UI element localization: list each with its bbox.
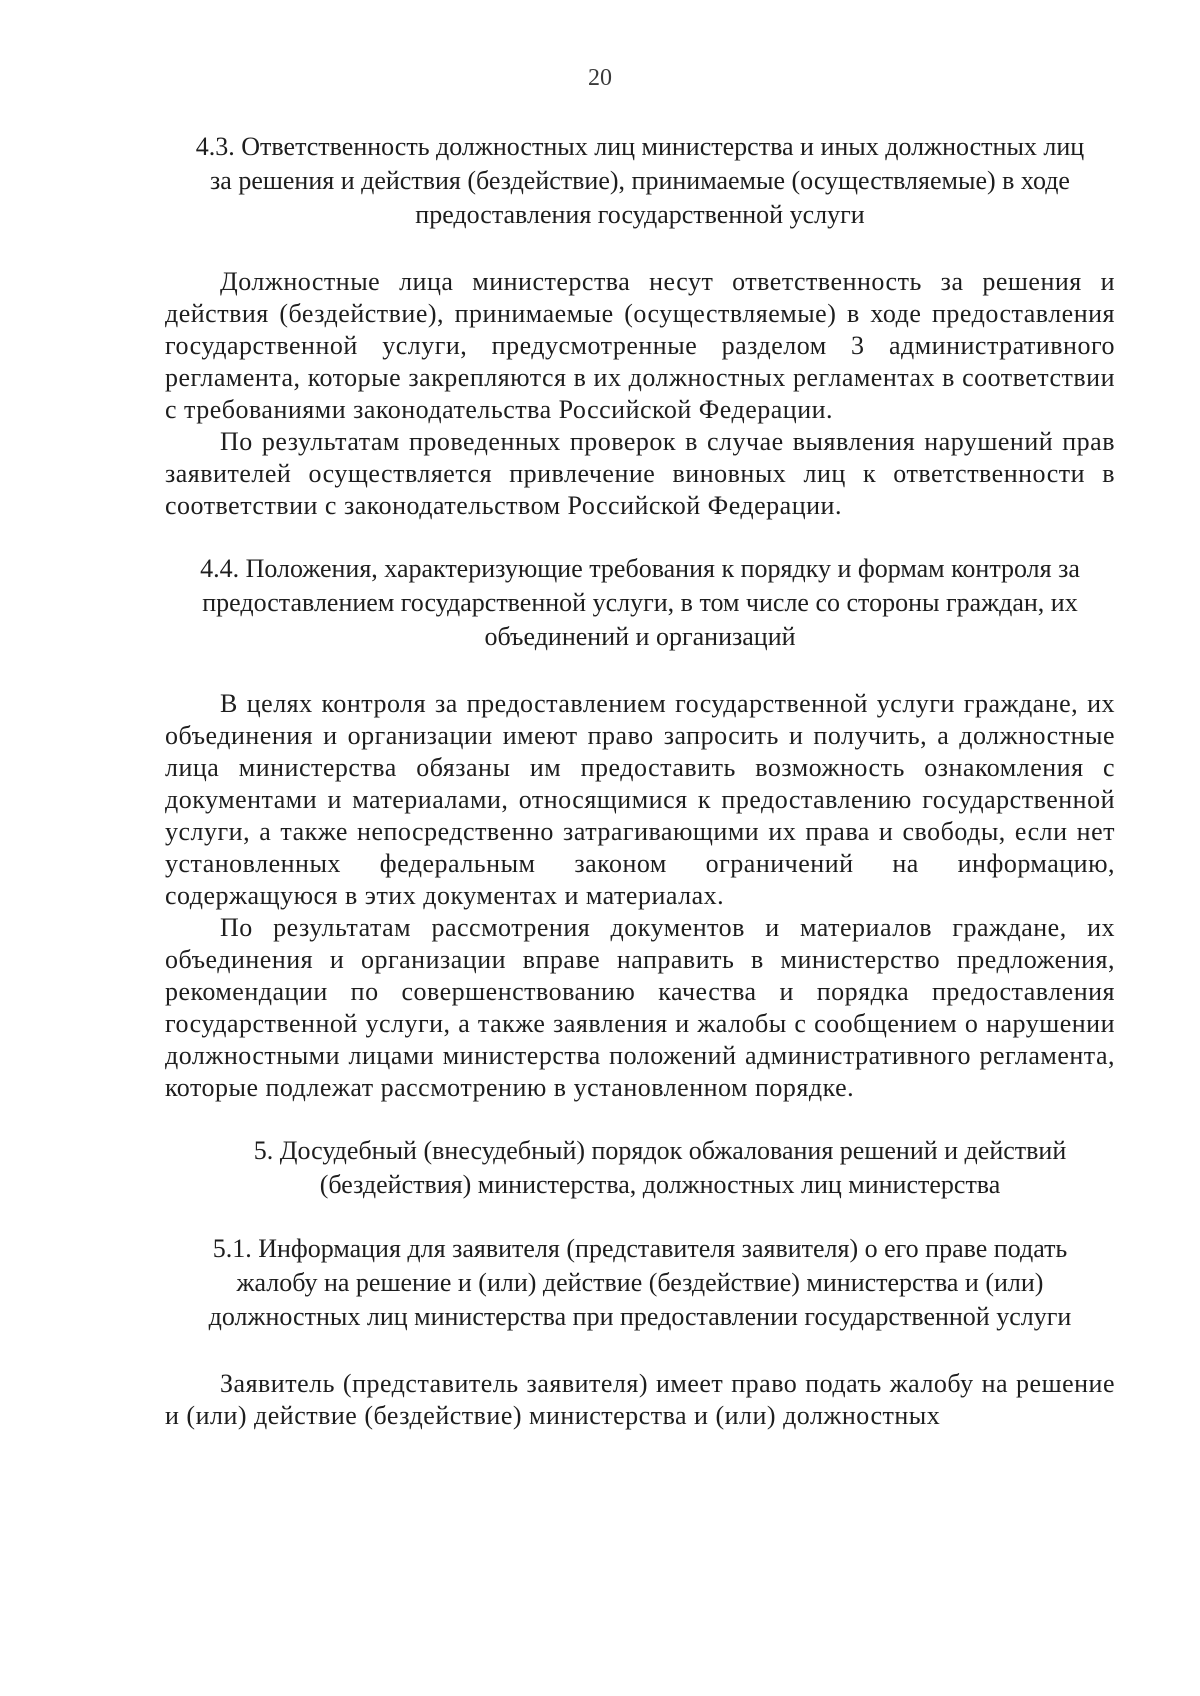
section-heading-5: 5. Досудебный (внесудебный) порядок обжалования решений и действий (бездействия) министерства, должностных лиц министерства xyxy=(253,1136,1067,1199)
paragraph-5-1-1: Заявитель (представитель заявителя) имеет право подать жалобу на решение и (или) действие (бездействие) министерства и (или) должностных xyxy=(165,1369,1115,1430)
paragraph-4-4-1: В целях контроля за предоставлением государственной услуги граждане, их объединения и организации имеют право запросить и получить, а должностные лица министерства обязаны им предоставить возможность ознакомления с документами и материалами, относящимися к предоставлению государственной услуги, а также непосредственно затрагивающими их права и свободы, если нет установленных федеральным законом ограничений на информацию, содержащуюся в этих документах и материалах. xyxy=(165,689,1115,910)
section-heading-4-4: 4.4. Положения, характеризующие требования к порядку и формам контроля за предоставлением государственной услуги, в том числе со стороны граждан, их объединений и организаций xyxy=(200,554,1080,651)
page-number: 20 xyxy=(588,65,612,91)
paragraph-4-3-2: По результатам проведенных проверок в случае выявления нарушений прав заявителей осуществляется привлечение виновных лиц к ответственности в соответствии с законодательством Российской Федерации. xyxy=(165,427,1115,520)
paragraph-4-4-2: По результатам рассмотрения документов и материалов граждане, их объединения и организации вправе направить в министерство предложения, рекомендации по совершенствованию качества и порядка предоставления государственной услуги, а также заявления и жалобы с сообщением о нарушении должностными лицами министерства положений административного регламента, которые подлежат рассмотрению в установленном порядке. xyxy=(165,913,1115,1102)
paragraph-4-3-1: Должностные лица министерства несут ответственность за решения и действия (бездействие), принимаемые (осуществляемые) в ходе предоставления государственной услуги, предусмотренные разделом 3 административного регламента, которые закрепляются в их должностных регламентах в соответствии с требованиями законодательства Российской Федерации. xyxy=(165,267,1115,424)
section-heading-5-1: 5.1. Информация для заявителя (представителя заявителя) о его праве подать жалобу на решение и (или) действие (бездействие) министерства и (или) должностных лиц министерства при предоставлении государственной услуги xyxy=(208,1234,1072,1331)
document-body xyxy=(165,130,1115,1432)
section-heading-4-3: 4.3. Ответственность должностных лиц министерства и иных должностных лиц за решения и действия (бездействие), принимаемые (осуществляемые) в ходе предоставления государственной услуги xyxy=(195,132,1085,229)
